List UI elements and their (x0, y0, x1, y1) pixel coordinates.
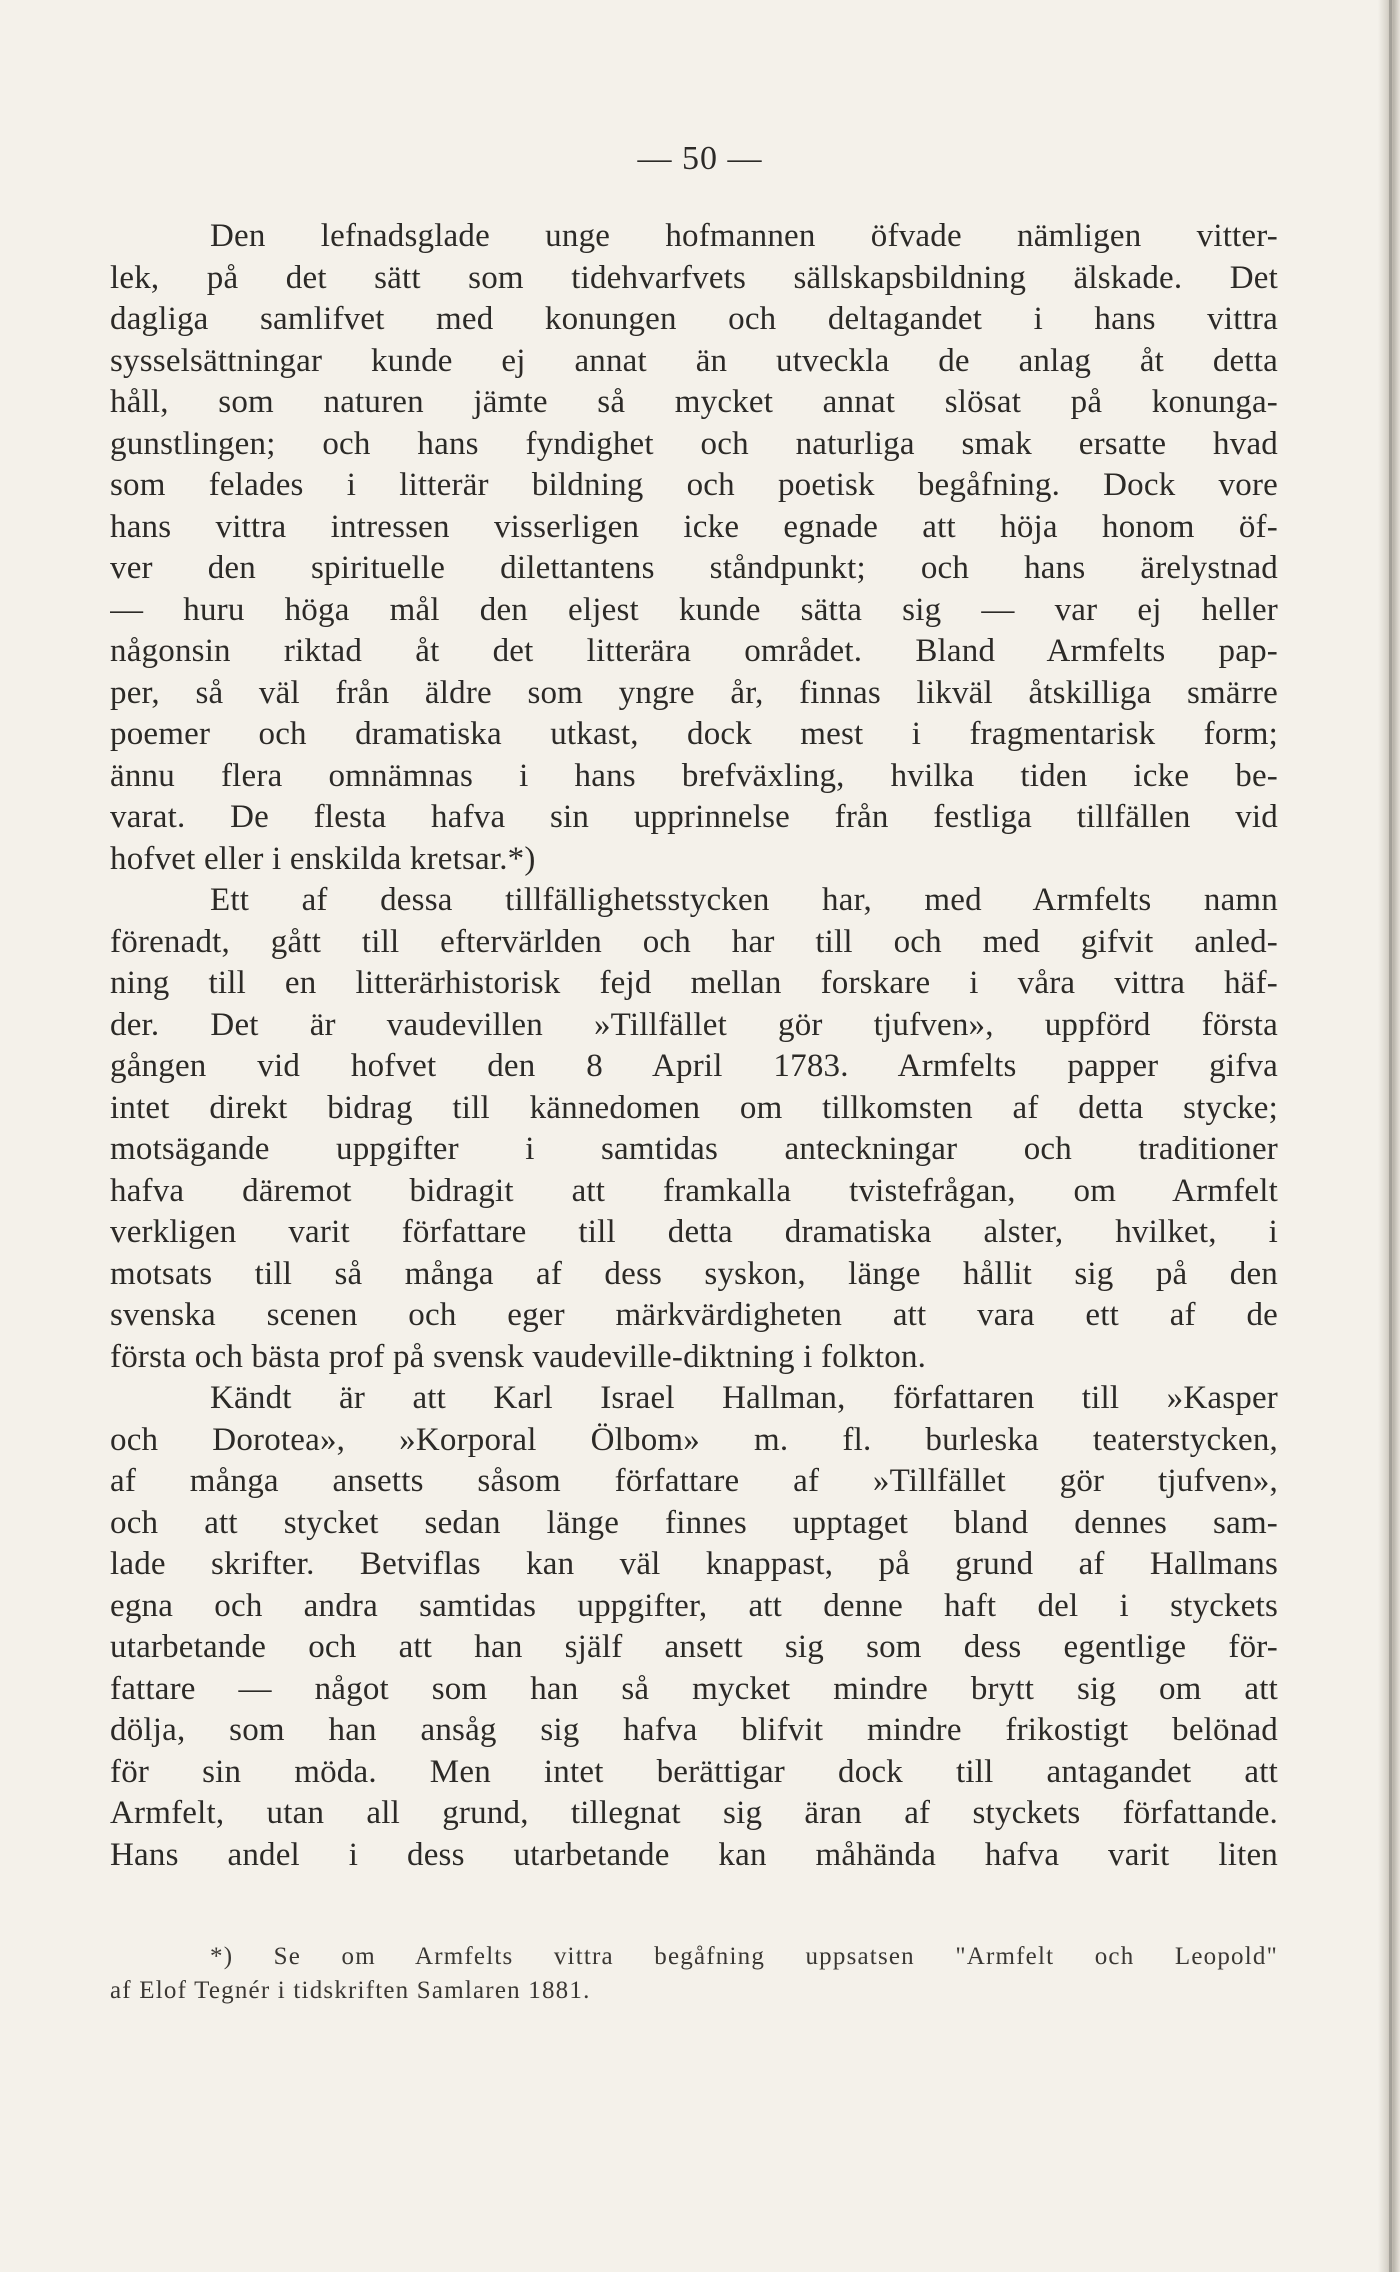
text-line: af många ansetts såsom författare af »Tillfället gör tjufven», (110, 1463, 1278, 1499)
text-line: Hans andel i dess utarbetande kan måhända hafva varit liten (110, 1836, 1278, 1873)
text-line: och att stycket sedan länge finnes upptaget bland dennes sam- (110, 1504, 1278, 1541)
paragraph-3 (110, 1378, 1278, 1876)
text-line: gången vid hofvet den 8 April 1783. Armfelts papper gifva (110, 1048, 1278, 1084)
text-line: hofvet eller i enskilda kretsar.*) (110, 840, 536, 877)
paragraph-1 (110, 216, 1278, 880)
text-line: hafva däremot bidragit att framkalla tvistefrågan, om Armfelt (110, 1172, 1278, 1209)
text-line: ännu flera omnämnas i hans brefväxling, hvilka tiden icke be- (110, 757, 1278, 794)
text-line: motsats till så många af dess syskon, länge hållit sig på den (110, 1255, 1278, 1292)
text-line: sysselsättningar kunde ej annat än utveckla de anlag åt detta (110, 342, 1278, 379)
text-line: lade skrifter. Betviflas kan väl knappast, på grund af Hallmans (110, 1546, 1278, 1582)
text-line: ver den spirituelle dilettantens ståndpunkt; och hans ärelystnad (110, 550, 1278, 586)
text-line: utarbetande och att han själf ansett sig som dess egentlige för- (110, 1629, 1278, 1665)
paragraph-2 (110, 880, 1278, 1378)
page-number: — 50 — (637, 140, 763, 177)
text-line: Kändt är att Karl Israel Hallman, författaren till »Kasper (210, 1380, 1278, 1416)
text-line: Ett af dessa tillfällighetsstycken har, med Armfelts namn (210, 882, 1278, 918)
footnote (110, 1940, 1278, 2008)
text-line: verkligen varit författare till detta dramatiska alster, hvilket, i (110, 1214, 1278, 1250)
text-line: Den lefnadsglade unge hofmannen öfvade nämligen vitter- (210, 218, 1278, 254)
text-line: förenadt, gått till eftervärlden och har till och med gifvit anled- (110, 923, 1278, 960)
page-edge-shadow (1389, 0, 1392, 2272)
text-line: Armfelt, utan all grund, tillegnat sig äran af styckets författande. (110, 1795, 1278, 1831)
text-line: dölja, som han ansåg sig hafva blifvit mindre frikostigt belönad (110, 1712, 1278, 1748)
text-line: poemer och dramatiska utkast, dock mest i fragmentarisk form; (110, 716, 1278, 752)
text-line: och Dorotea», »Korporal Ölbom» m. fl. burleska teaterstycken, (110, 1421, 1278, 1458)
text-line: lek, på det sätt som tidehvarfvets sällskapsbildning älskade. Det (110, 259, 1278, 296)
text-line: gunstlingen; och hans fyndighet och naturliga smak ersatte hvad (110, 425, 1278, 462)
text-line: svenska scenen och eger märkvärdigheten att vara ett af de (110, 1297, 1278, 1333)
footnote-line: af Elof Tegnér i tidskriften Samlaren 1881. (110, 1977, 591, 2004)
text-line: intet direkt bidrag till kännedomen om tillkomsten af detta stycke; (110, 1089, 1278, 1126)
text-line: som felades i litterär bildning och poetisk begåfning. Dock vore (110, 467, 1278, 503)
text-line: ning till en litterärhistorisk fejd mellan forskare i våra vittra häf- (110, 965, 1278, 1001)
text-line: hans vittra intressen visserligen icke egnade att höja honom öf- (110, 508, 1278, 545)
text-line: dagliga samlifvet med konungen och deltagandet i hans vittra (110, 301, 1278, 337)
footnote-line: *) Se om Armfelts vittra begåfning uppsatsen "Armfelt och Leopold" (210, 1943, 1278, 1970)
text-line: motsägande uppgifter i samtidas anteckningar och traditioner (110, 1131, 1278, 1167)
text-line: någonsin riktad åt det litterära området. Bland Armfelts pap- (110, 633, 1278, 669)
text-line: varat. De flesta hafva sin upprinnelse från festliga tillfällen vid (110, 799, 1278, 835)
text-line: håll, som naturen jämte så mycket annat slösat på konunga- (110, 384, 1278, 420)
text-line: — huru höga mål den eljest kunde sätta sig — var ej heller (110, 591, 1278, 628)
text-line: första och bästa prof på svensk vaudeville-diktning i folkton. (110, 1338, 927, 1375)
text-line: för sin möda. Men intet berättigar dock till antagandet att (110, 1753, 1278, 1790)
text-line: egna och andra samtidas uppgifter, att denne haft del i styckets (110, 1587, 1278, 1624)
text-line: der. Det är vaudevillen »Tillfället gör tjufven», uppförd första (110, 1006, 1278, 1043)
text-line: fattare — något som han så mycket mindre brytt sig om att (110, 1670, 1278, 1707)
text-line: per, så väl från äldre som yngre år, finnas likväl åtskilliga smärre (110, 674, 1278, 711)
body-text (110, 216, 1278, 1876)
